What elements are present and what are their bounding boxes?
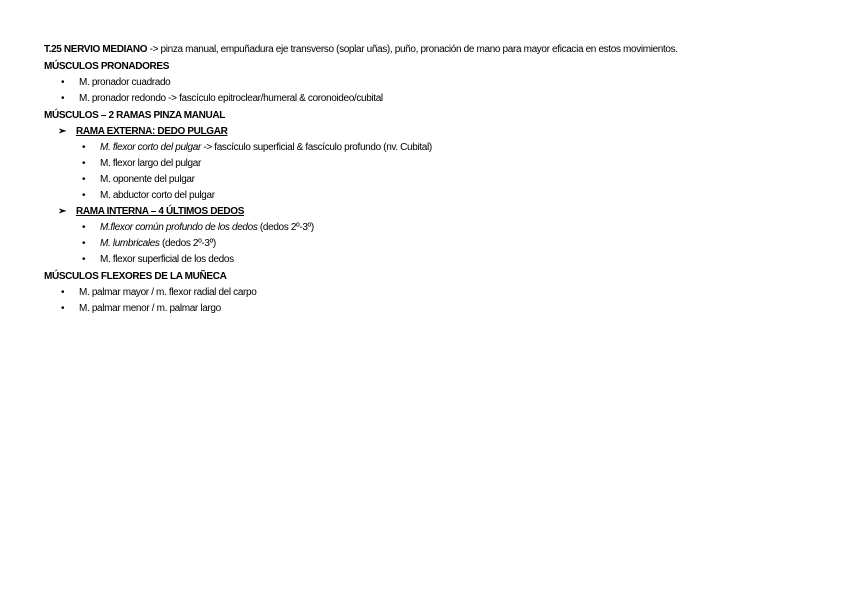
list-item-text: M. flexor largo del pulgar: [100, 158, 201, 169]
bullet-icon: •: [61, 77, 65, 88]
list-item: [44, 140, 834, 155]
bullet-icon: •: [82, 190, 86, 201]
list-item: [44, 172, 834, 187]
list-item-text: M. palmar menor / m. palmar largo: [79, 303, 221, 314]
bullet-icon: •: [82, 254, 86, 265]
topic-description: -> pinza manual, empuñadura eje transverso (soplar uñas), puño, pronación de mano para mayor eficacia en estos movimientos.: [147, 44, 678, 55]
list-item: [44, 156, 834, 171]
list-item-italic-text: M.flexor común profundo de los dedos: [100, 222, 258, 233]
subsection-heading-rama-interna: [44, 204, 834, 219]
bullet-icon: •: [82, 142, 86, 153]
list-item: [44, 236, 834, 251]
list-rama-externa: [44, 140, 834, 203]
arrow-bullet-icon: ➢: [58, 206, 67, 217]
list-item: [44, 252, 834, 267]
bullet-icon: •: [82, 238, 86, 249]
bullet-icon: •: [61, 303, 65, 314]
list-item-text: -> fascículo superficial & fascículo profundo (nv. Cubital): [200, 142, 432, 153]
list-item-text: M. flexor superficial de los dedos: [100, 254, 234, 265]
bullet-icon: •: [61, 287, 65, 298]
list-item: [44, 301, 834, 316]
list-item: [44, 285, 834, 300]
list-item: [44, 91, 834, 106]
bullet-icon: •: [82, 222, 86, 233]
list-item-text: M. pronador cuadrado: [79, 77, 171, 88]
list-item-text: (dedos 2º-3º): [159, 238, 216, 249]
subsection-heading-rama-externa: [44, 124, 834, 139]
list-item: [44, 188, 834, 203]
arrow-bullet-icon: ➢: [58, 126, 67, 137]
topic-code: T.25 NERVIO MEDIANO: [44, 44, 148, 55]
document-content: [44, 42, 834, 316]
list-item-text: M. pronador redondo -> fascículo epitroclear/humeral & coronoideo/cubital: [79, 93, 383, 104]
bullet-icon: •: [82, 174, 86, 185]
subsection-heading-text: RAMA INTERNA – 4 ÚLTIMOS DEDOS: [76, 206, 245, 217]
list-item-text: M. oponente del pulgar: [100, 174, 195, 185]
section-heading-pronadores: MÚSCULOS PRONADORES: [44, 61, 170, 72]
list-item-italic-text: M. lumbricales: [100, 238, 160, 249]
bullet-icon: •: [61, 93, 65, 104]
section-heading-pinza-manual: MÚSCULOS – 2 RAMAS PINZA MANUAL: [44, 110, 226, 121]
list-item-text: M. palmar mayor / m. flexor radial del carpo: [79, 287, 257, 298]
topic-title-line: [44, 42, 834, 57]
list-item-text: (dedos 2º-3º): [257, 222, 314, 233]
list-pronadores: [44, 75, 834, 106]
section-heading-flexores-muneca: MÚSCULOS FLEXORES DE LA MUÑECA: [44, 271, 227, 282]
subsection-heading-text: RAMA EXTERNA: DEDO PULGAR: [76, 126, 228, 137]
list-item: [44, 220, 834, 235]
list-rama-interna: [44, 220, 834, 267]
list-item-text: M. abductor corto del pulgar: [100, 190, 215, 201]
list-item-italic-text: M. flexor corto del pulgar: [100, 142, 201, 153]
list-item: [44, 75, 834, 90]
list-flexores-muneca: [44, 285, 834, 316]
bullet-icon: •: [82, 158, 86, 169]
